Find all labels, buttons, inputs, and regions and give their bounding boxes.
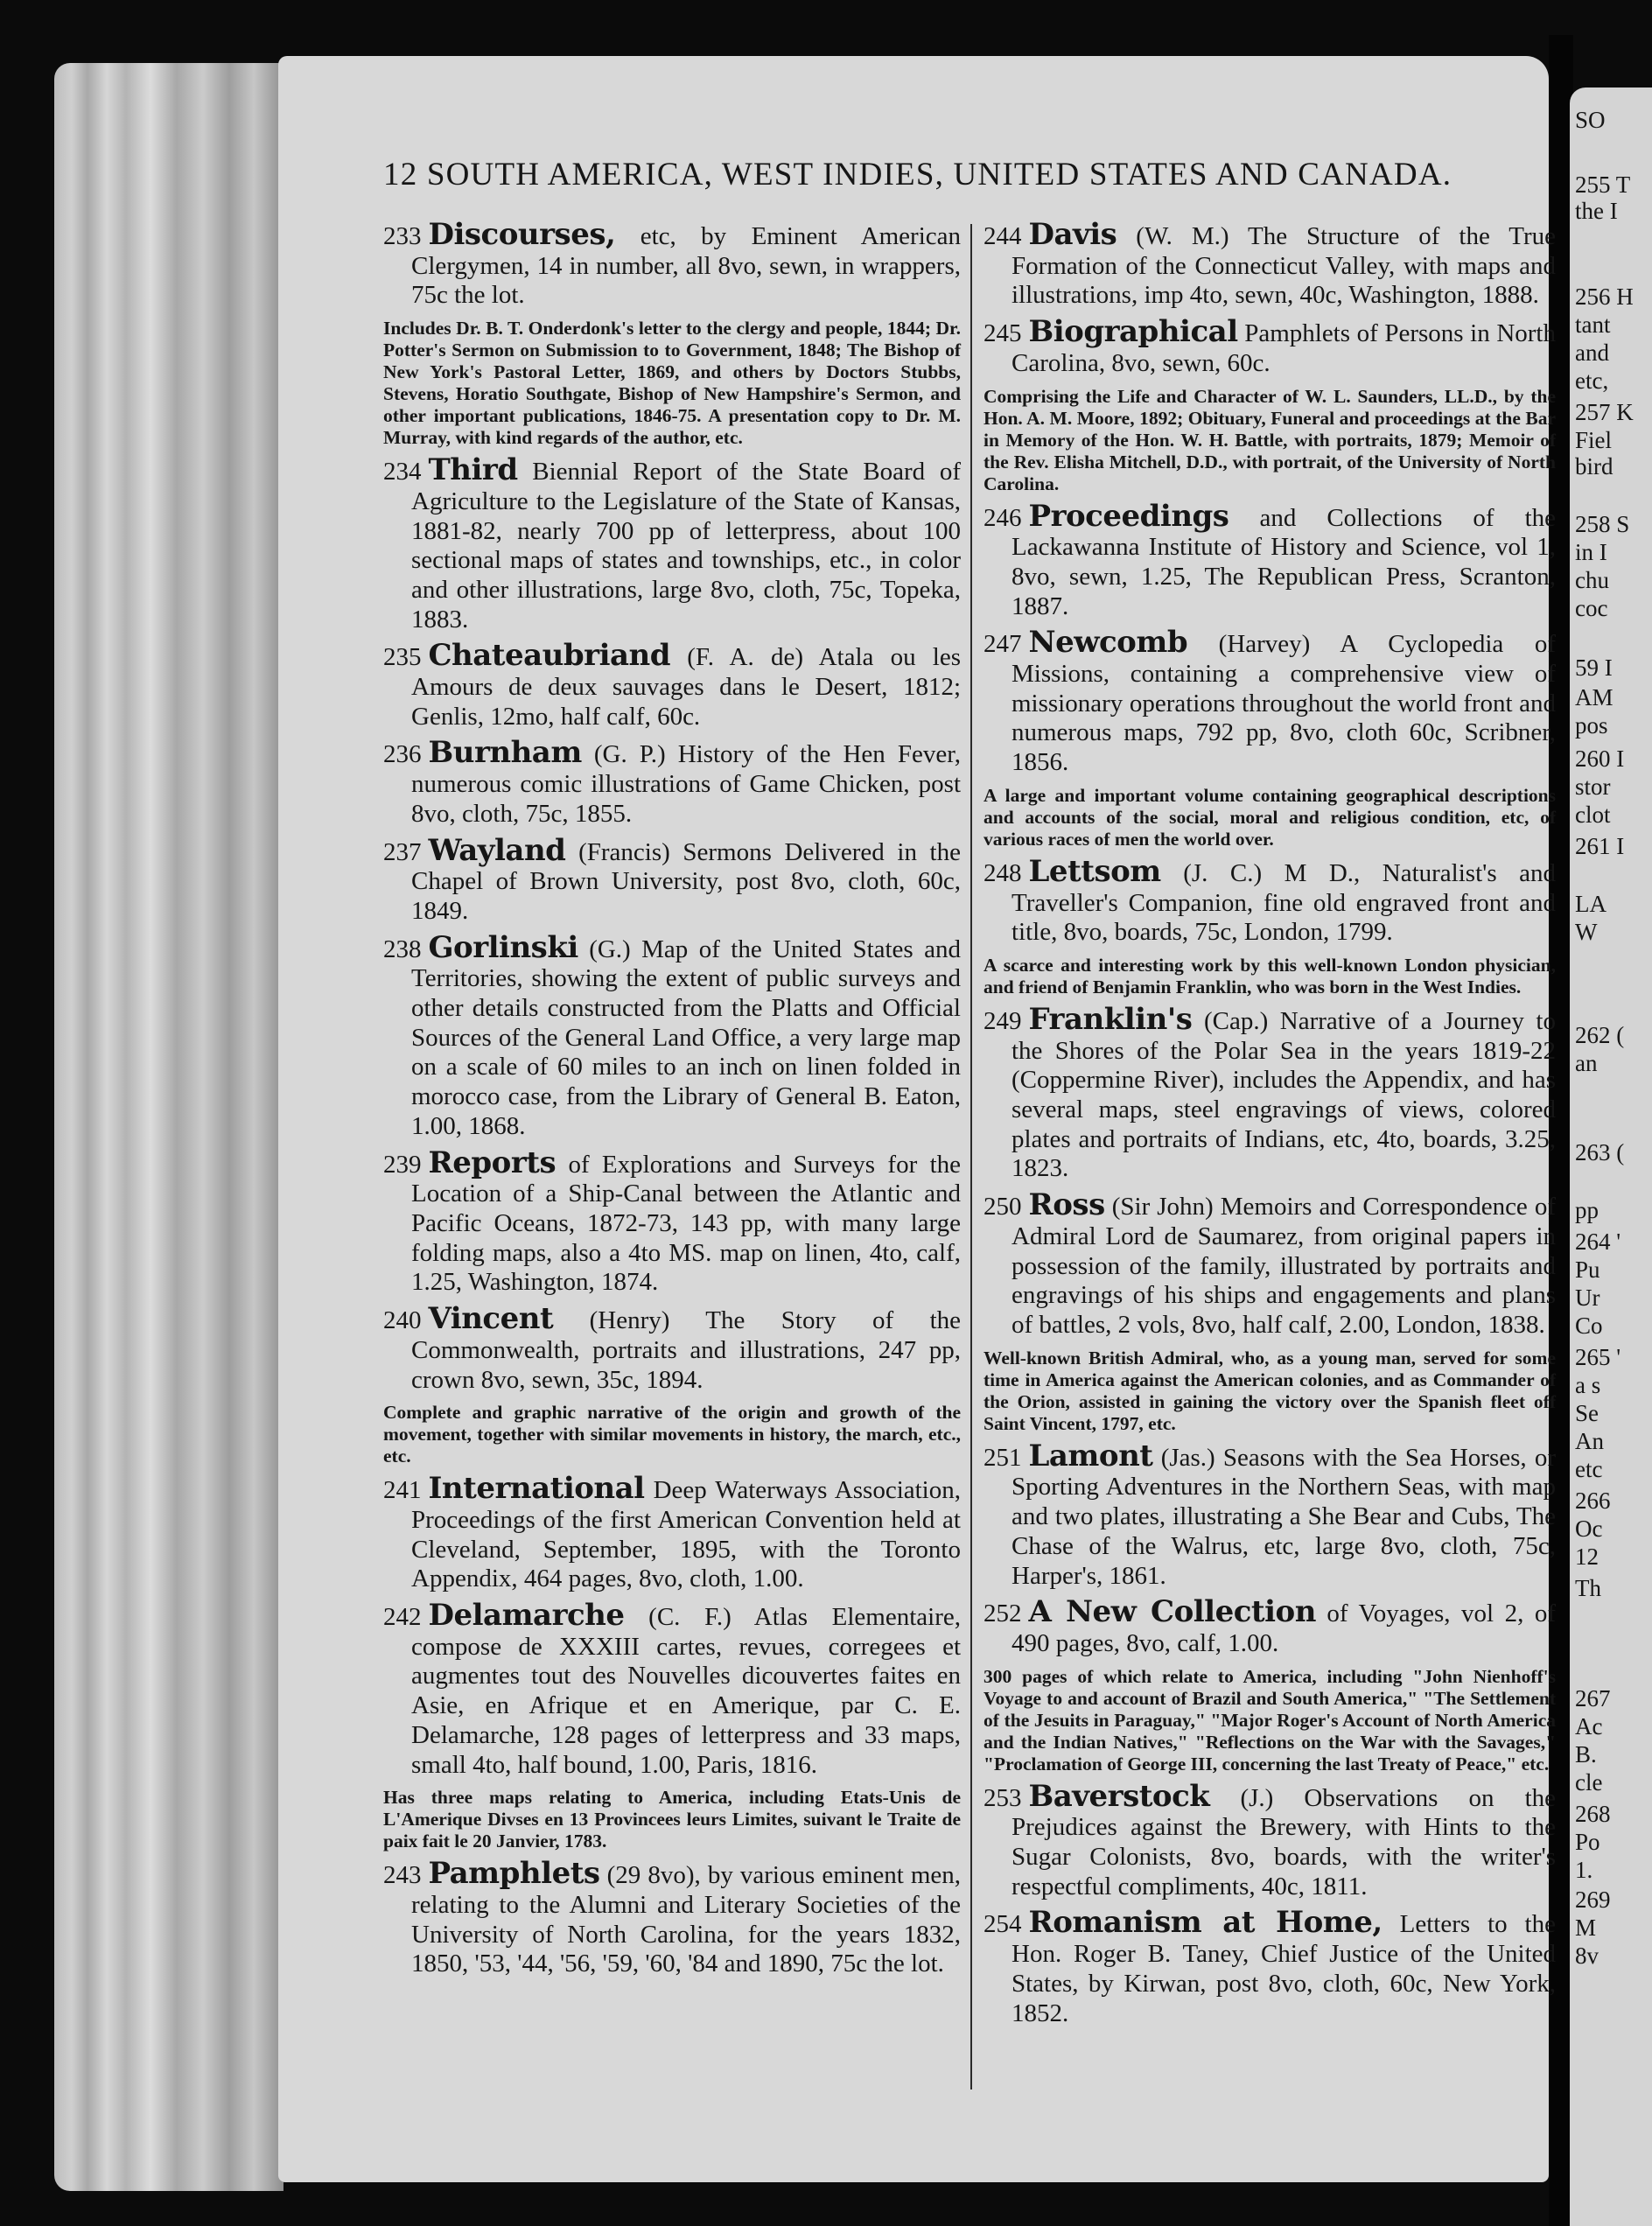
entry-number: 233	[383, 222, 422, 250]
entry-description: Letters to the Hon. Roger B. Taney, Chief Justice of the United States, by Kirwan, post 8vo, cloth, 60c, New York, 1852.	[1012, 1910, 1556, 2027]
catalog-entry	[984, 1905, 1556, 2028]
entry-description: (Henry) The Story of the Commonwealth, portraits and illustrations, 247 pp, crown 8vo, sewn, 35c, 1894.	[411, 1306, 961, 1394]
catalog-entry	[984, 853, 1556, 948]
entry-keyword: Third	[428, 452, 518, 488]
entry-description: of Explorations and Surveys for the Location of a Ship-Canal between the Atlantic and Pacific Oceans, 1872-73, 143 pp, with many large folding maps, also a 4to MS. map on linen, 4to, calf, 1.25, Washington, 1874.	[411, 1150, 961, 1297]
facing-page-text: pos	[1575, 712, 1608, 738]
facing-page-text: AM	[1575, 684, 1614, 710]
entry-keyword: Biographical	[1028, 314, 1238, 350]
entry-number: 240	[383, 1306, 422, 1335]
facing-page-text: 256 H	[1575, 284, 1634, 310]
facing-page-text: cle	[1575, 1769, 1603, 1796]
facing-page-text: 260 I	[1575, 746, 1625, 772]
entry-description: (J. C.) M D., Naturalist's and Traveller's Companion, fine old engraved front and title, 8vo, boards, 75c, London, 1799.	[1012, 858, 1556, 947]
entry-keyword: Reports	[428, 1144, 556, 1180]
catalog-entry	[383, 735, 961, 829]
entry-keyword: Vincent	[428, 1301, 554, 1337]
entry-number: 253	[984, 1783, 1022, 1812]
entry-keyword: A New Collection	[1028, 1594, 1316, 1630]
book-page-edges	[54, 63, 284, 2191]
entry-keyword: Chateaubriand	[428, 638, 671, 674]
entry-keyword: Burnham	[428, 735, 582, 771]
catalog-entry	[984, 1438, 1556, 1592]
facing-page-text: stor	[1575, 774, 1611, 800]
facing-page-text: clot	[1575, 802, 1611, 828]
catalog-entry	[383, 638, 961, 732]
catalog-entry	[383, 1471, 961, 1594]
facing-page-text: 262 (	[1575, 1022, 1625, 1048]
entry-keyword: Pamphlets	[428, 1856, 600, 1892]
entry-keyword: Baverstock	[1028, 1778, 1210, 1814]
entry-note: A large and important volume containing geographical descriptions and accounts of the social, moral and religious condition, etc, of various races of men the world over.	[984, 784, 1556, 850]
entry-keyword: Proceedings	[1028, 498, 1229, 534]
catalog-entry	[984, 1778, 1556, 1902]
entry-number: 247	[984, 630, 1022, 659]
facing-page-text: 1.	[1575, 1857, 1593, 1883]
facing-page-text: 266	[1575, 1488, 1611, 1514]
entry-number: 252	[984, 1600, 1022, 1628]
facing-page-text: pp	[1575, 1197, 1599, 1223]
facing-page-text: the I	[1575, 198, 1618, 224]
entry-number: 238	[383, 934, 422, 963]
entry-note: Has three maps relating to America, including Etats-Unis de L'Amerique Divses en 13 Provincees leurs Limites, suivant le Traite de paix fait le 20 Janvier, 1783.	[383, 1787, 961, 1852]
facing-page-text: An	[1575, 1428, 1604, 1454]
entry-keyword: Newcomb	[1028, 625, 1188, 661]
facing-page-text: 263 (	[1575, 1139, 1625, 1166]
entry-keyword: Davis	[1028, 217, 1117, 252]
entry-number: 242	[383, 1603, 422, 1632]
entry-keyword: Romanism at Home,	[1028, 1905, 1382, 1941]
entry-note: 300 pages of which relate to America, including "John Nienhoff's Voyage to and account of Brazil and South America," "The Settlement of the Jesuits in Paraguay," "Major Roger's Account of North America and the Indian Natives," "Reflections on the War with the Savages," "Proclamation of George III, concerning the last Treaty of Peace," etc.	[984, 1665, 1556, 1774]
facing-page-text: Th	[1575, 1575, 1601, 1601]
catalog-entry	[383, 1301, 961, 1395]
running-head: 12 SOUTH AMERICA, WEST INDIES, UNITED STATES AND CANADA.	[383, 157, 1452, 192]
entry-note: Well-known British Admiral, who, as a young man, served for some time in America against the American colonies, and as Commander of the Orion, assisted in gaining the victory over the Spanish fleet off Saint Vincent, 1797, etc.	[984, 1347, 1556, 1434]
catalog-entry	[383, 217, 961, 311]
entry-description: (Harvey) A Cyclopedia of Missions, containing a comprehensive view of missionary operations throughout the world front and numerous maps, 792 pp, 8vo, cloth 60c, Scribner, 1856.	[1012, 630, 1556, 777]
catalog-entry	[984, 217, 1556, 311]
catalog-entry	[383, 832, 961, 927]
facing-page-text: in I	[1575, 539, 1607, 565]
facing-page-text: 268	[1575, 1801, 1611, 1827]
entry-description: and Collections of the Lackawanna Institute of History and Science, vol 1, 8vo, sewn, 1.25, The Republican Press, Scranton, 1887.	[1012, 503, 1556, 620]
facing-page-text: Oc	[1575, 1516, 1603, 1542]
entry-number: 248	[984, 858, 1022, 887]
entry-note: Includes Dr. B. T. Onderdonk's letter to the clergy and people, 1844; Dr. Potter's Sermon on Submission to to Government, 1848; The Bishop of New York's Pastoral Letter, 1869, and others by Doctors Stubbs, Stevens, Horatio Southgate, Bishop of New Hampshire's Sermon, and other important publications, 1846-75. A presentation copy to Dr. M. Murray, with kind regards of the author, etc.	[383, 318, 961, 449]
facing-page-text: LA	[1575, 891, 1606, 917]
entry-number: 249	[984, 1006, 1022, 1035]
facing-page-text: 261 I	[1575, 833, 1625, 859]
facing-page-text: B.	[1575, 1741, 1597, 1768]
entry-description: (Sir John) Memoirs and Correspondence of Admiral Lord de Saumarez, from original papers in possession of the family, illustrated by portraits and engravings of his ships and engagements and plans of battles, 2 vols, 8vo, half calf, 2.00, London, 1838.	[1012, 1193, 1556, 1339]
facing-page-text: bird	[1575, 453, 1614, 480]
entry-description: (Cap.) Narrative of a Journey to the Shores of the Polar Sea in the years 1819-22 (Coppermine River), includes the Appendix, and has several maps, steel engravings of views, colored plates and portraits of Indians, etc, 4to, boards, 3.25, 1823.	[1012, 1006, 1556, 1183]
entry-number: 251	[984, 1443, 1022, 1472]
facing-page-text: and	[1575, 340, 1609, 366]
entry-keyword: Gorlinski	[428, 929, 578, 965]
entry-keyword: International	[428, 1471, 645, 1507]
facing-page-text: tant	[1575, 312, 1611, 338]
facing-page-text: M	[1575, 1914, 1597, 1941]
entry-description: (G.) Map of the United States and Territories, showing the extent of public surveys and other details constructed from the Platts and Official Sources of the General Land Office, a very large map on a scale of 60 miles to an inch on linen folded in morocco case, from the Library of General B. Eaton, 1.00, 1868.	[411, 934, 961, 1140]
facing-page-text: Se	[1575, 1400, 1599, 1426]
catalog-entry	[984, 314, 1556, 378]
entry-description: Deep Waterways Association, Proceedings of the first American Convention held at Cleveland, September, 1895, with the Toronto Appendix, 464 pages, 8vo, cloth, 1.00.	[411, 1476, 961, 1593]
facing-page-text: etc,	[1575, 368, 1609, 394]
facing-page-text: Fiel	[1575, 427, 1613, 453]
entry-number: 244	[984, 222, 1022, 250]
entry-number: 241	[383, 1476, 422, 1505]
facing-page-text: 59 I	[1575, 654, 1613, 681]
facing-page-text: 264 '	[1575, 1228, 1621, 1255]
entry-note: Comprising the Life and Character of W. L. Saunders, LL.D., by the Hon. A. M. Moore, 1892; Obituary, Funeral and proceedings at the Bar in Memory of the Hon. W. H. Battle, with portraits, 1879; Memoir of the Rev. Elisha Mitchell, D.D., with portrait, of the University of North Carolina.	[984, 385, 1556, 494]
entry-note: Complete and graphic narrative of the origin and growth of the movement, together with similar movements in history, the march, etc., etc.	[383, 1402, 961, 1467]
entry-description: of Voyages, vol 2, of 490 pages, 8vo, calf, 1.00.	[1012, 1600, 1556, 1657]
facing-page-text: 269	[1575, 1886, 1611, 1913]
facing-page-fragment	[1570, 88, 1652, 2226]
entry-description: (Francis) Sermons Delivered in the Chapel of Brown University, post 8vo, cloth, 60c, 1849.	[411, 837, 961, 925]
entry-keyword: Discourses,	[428, 217, 616, 252]
facing-page-text: 265 '	[1575, 1344, 1621, 1370]
entry-number: 239	[383, 1150, 422, 1179]
entry-description: etc, by Eminent American Clergymen, 14 in number, all 8vo, sewn, in wrappers, 75c the lot.	[411, 222, 961, 310]
entry-keyword: Franklin's	[1028, 1001, 1193, 1037]
catalog-entry	[383, 452, 961, 634]
entry-keyword: Delamarche	[428, 1598, 625, 1634]
facing-page-text: chu	[1575, 567, 1609, 593]
entry-description: (29 8vo), by various eminent men, relating to the Alumni and Literary Societies of the University of North Carolina, for the years 1832, 1850, '53, '44, '56, '59, '60, '84 and 1890, 75c the lot.	[411, 1861, 961, 1978]
catalog-entry	[984, 1187, 1556, 1340]
entry-keyword: Lettsom	[1028, 853, 1161, 889]
catalog-entry	[984, 498, 1556, 622]
catalog-entry	[984, 1001, 1556, 1184]
entry-number: 237	[383, 837, 422, 866]
facing-page-text: W	[1575, 919, 1598, 945]
entry-number: 245	[984, 319, 1022, 348]
facing-page-text: 8v	[1575, 1942, 1599, 1969]
facing-page-text: a s	[1575, 1372, 1601, 1398]
catalog-entry	[383, 1856, 961, 1979]
facing-page-text: Ur	[1575, 1284, 1600, 1311]
entry-description: Pamphlets of Persons in North Carolina, 8vo, sewn, 60c.	[1012, 319, 1556, 377]
facing-page-text: Co	[1575, 1312, 1603, 1339]
entry-number: 234	[383, 458, 422, 486]
facing-page-text: 255 T	[1575, 172, 1631, 198]
catalog-entry	[984, 625, 1556, 778]
facing-page-text: 267	[1575, 1685, 1611, 1712]
entry-description: Biennial Report of the State Board of Agriculture to the Legislature of the State of Kansas, 1881-82, nearly 700 pp of letterpress, about 100 sectional maps of states and townships, etc., in color and other illustrations, large 8vo, cloth, 75c, Topeka, 1883.	[411, 458, 961, 634]
left-column	[383, 217, 961, 1986]
column-divider	[970, 224, 972, 2090]
entry-keyword: Ross	[1028, 1187, 1105, 1223]
entry-number: 246	[984, 503, 1022, 532]
entry-description: (G. P.) History of the Hen Fever, numerous comic illustrations of Game Chicken, post 8vo, cloth, 75c, 1855.	[411, 740, 961, 828]
entry-number: 243	[383, 1861, 422, 1890]
facing-page-text: SO	[1575, 107, 1606, 133]
entry-number: 235	[383, 643, 422, 672]
catalog-entry	[383, 929, 961, 1142]
entry-keyword: Wayland	[428, 832, 566, 868]
catalog-entry	[383, 1144, 961, 1298]
right-column	[984, 217, 1556, 2035]
facing-page-text: 12	[1575, 1544, 1599, 1570]
entry-note: A scarce and interesting work by this well-known London physician, and friend of Benjamin Franklin, who was born in the West Indies.	[984, 954, 1556, 998]
facing-page-text: etc	[1575, 1456, 1603, 1482]
facing-page-text: an	[1575, 1050, 1598, 1076]
entry-description: (F. A. de) Atala ou les Amours de deux sauvages dans le Desert, 1812; Genlis, 12mo, half calf, 60c.	[411, 643, 961, 731]
entry-number: 250	[984, 1193, 1022, 1222]
entry-keyword: Lamont	[1028, 1438, 1153, 1474]
catalog-entry	[383, 1598, 961, 1780]
entry-number: 236	[383, 740, 422, 769]
facing-page-text: coc	[1575, 595, 1608, 621]
catalog-entry	[984, 1594, 1556, 1658]
entry-description: (C. F.) Atlas Elementaire, compose de XXXIII cartes, revues, corregees et augmentes tout des Nouvelles dicouvertes faites en Asie, en Afrique et en Amerique, par C. E. Delamarche, 128 pages of letterpress and 33 maps, small 4to, half bound, 1.00, Paris, 1816.	[411, 1603, 961, 1779]
facing-page-text: Ac	[1575, 1713, 1603, 1740]
entry-number: 254	[984, 1910, 1022, 1939]
entry-description: (J.) Observations on the Prejudices against the Brewery, with Hints to the Sugar Colonists, 8vo, boards, with the writer's respectful compliments, 40c, 1811.	[1012, 1783, 1556, 1900]
facing-page-text: Po	[1575, 1829, 1600, 1855]
entry-description: (W. M.) The Structure of the True Formation of the Connecticut Valley, with maps and illustrations, imp 4to, sewn, 40c, Washington, 1888.	[1012, 222, 1556, 310]
facing-page-text: 257 K	[1575, 399, 1634, 425]
facing-page-text: Pu	[1575, 1256, 1600, 1283]
facing-page-text: 258 S	[1575, 511, 1630, 537]
entry-description: (Jas.) Seasons with the Sea Horses, or Sporting Adventures in the Northern Seas, with map and two plates, illustrating a She Bear and Cubs, The Chase of the Walrus, etc, large 8vo, cloth, 75c, Harper's, 1861.	[1012, 1443, 1556, 1590]
